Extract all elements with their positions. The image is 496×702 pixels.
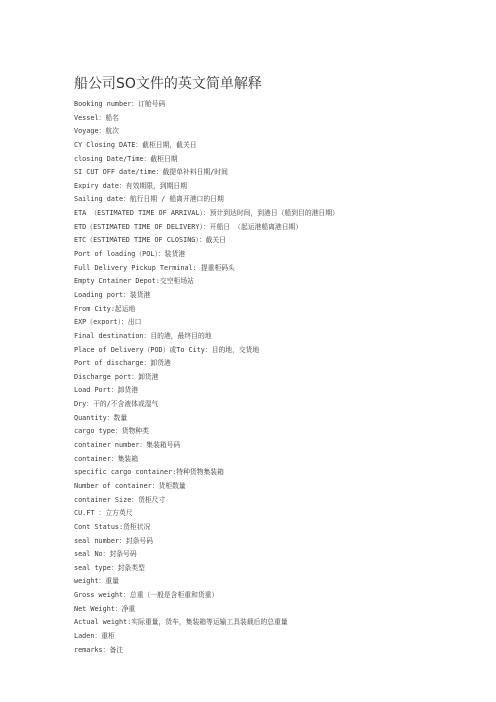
term-line: CU.FT ：立方英尺	[74, 509, 133, 518]
term-line: seal type：封条类型	[74, 563, 145, 572]
term-line: Dry：干的/不含液体或湿气	[74, 400, 159, 409]
term-line: Sailing date：航行日期 / 船离开港口的日期	[74, 195, 224, 204]
term-line: Net Weight：净重	[74, 604, 136, 613]
term-line: CY Closing DATE：截柜日期，截关日	[74, 140, 197, 149]
term-line: Expiry date：有效期限，到期日期	[74, 181, 187, 190]
term-list	[74, 98, 339, 657]
term-line: ETA （ESTIMATED TIME OF ARRIVAL）：预计到达时间，到港日（船到目的港日期）	[74, 209, 339, 218]
term-line: container：集装箱	[74, 454, 139, 463]
term-line: EXP（export）：出口	[74, 318, 142, 327]
term-line: remarks：备注	[74, 645, 124, 654]
term-line: container number：集装箱号码	[74, 441, 181, 450]
term-line: Actual weight:实际重量，货车，集装箱等运输工具装载后的总重量	[74, 618, 288, 627]
term-line: SI CUT OFF date/time：截提单补料日期/时间	[74, 168, 228, 177]
term-line: seal number：封条号码	[74, 536, 153, 545]
term-line: Vessel：船名	[74, 113, 119, 122]
term-line: weight：重量	[74, 577, 119, 586]
term-line: Laden：重柜	[74, 631, 115, 640]
term-line: From City:起运地	[74, 304, 136, 313]
term-line: specific cargo container:特种货物集装箱	[74, 468, 224, 477]
term-line: closing Date/Time：截柜日期	[74, 154, 178, 163]
term-line: Discharge port：卸货港	[74, 372, 159, 381]
term-line: Full Delivery Pickup Terminal: 提重柜码头	[74, 263, 235, 272]
term-line: Voyage：航次	[74, 127, 119, 136]
term-line: cargo type：货物种类	[74, 427, 149, 436]
term-line: Gross weight：总重（一般是含柜重和货重）	[74, 591, 219, 600]
document-title: 船公司SO文件的英文简单解释	[74, 76, 262, 92]
term-line: container Size：货柜尺寸	[74, 495, 166, 504]
term-line: Port of loading（POL）：装货港	[74, 250, 186, 259]
term-line: seal No：封条号码	[74, 550, 137, 559]
term-line: Quantity：数量	[74, 413, 128, 422]
term-line: Number of container：货柜数量	[74, 481, 186, 490]
term-line: Booking number：订舱号码	[74, 100, 166, 108]
term-line: Loading port：装货港	[74, 290, 151, 299]
term-line: Final destination：目的港，最终目的地	[74, 331, 212, 340]
term-line: Cont Status:货柜状况	[74, 522, 151, 531]
term-line: ETD（ESTIMATED TIME OF DELIVERY）：开船日 （起运港船离港日期）	[74, 222, 303, 231]
term-line: ETC（ESTIMATED TIME OF CLOSING）：截关日	[74, 236, 226, 245]
term-line: Load Port：卸货港	[74, 386, 139, 395]
term-line: Port of discharge：卸货港	[74, 359, 171, 368]
term-line: Empty Cntainer Depot:交空柜场站	[74, 277, 194, 286]
term-line: Place of Delivery（POD）或To City：目的地，交货地	[74, 345, 260, 354]
